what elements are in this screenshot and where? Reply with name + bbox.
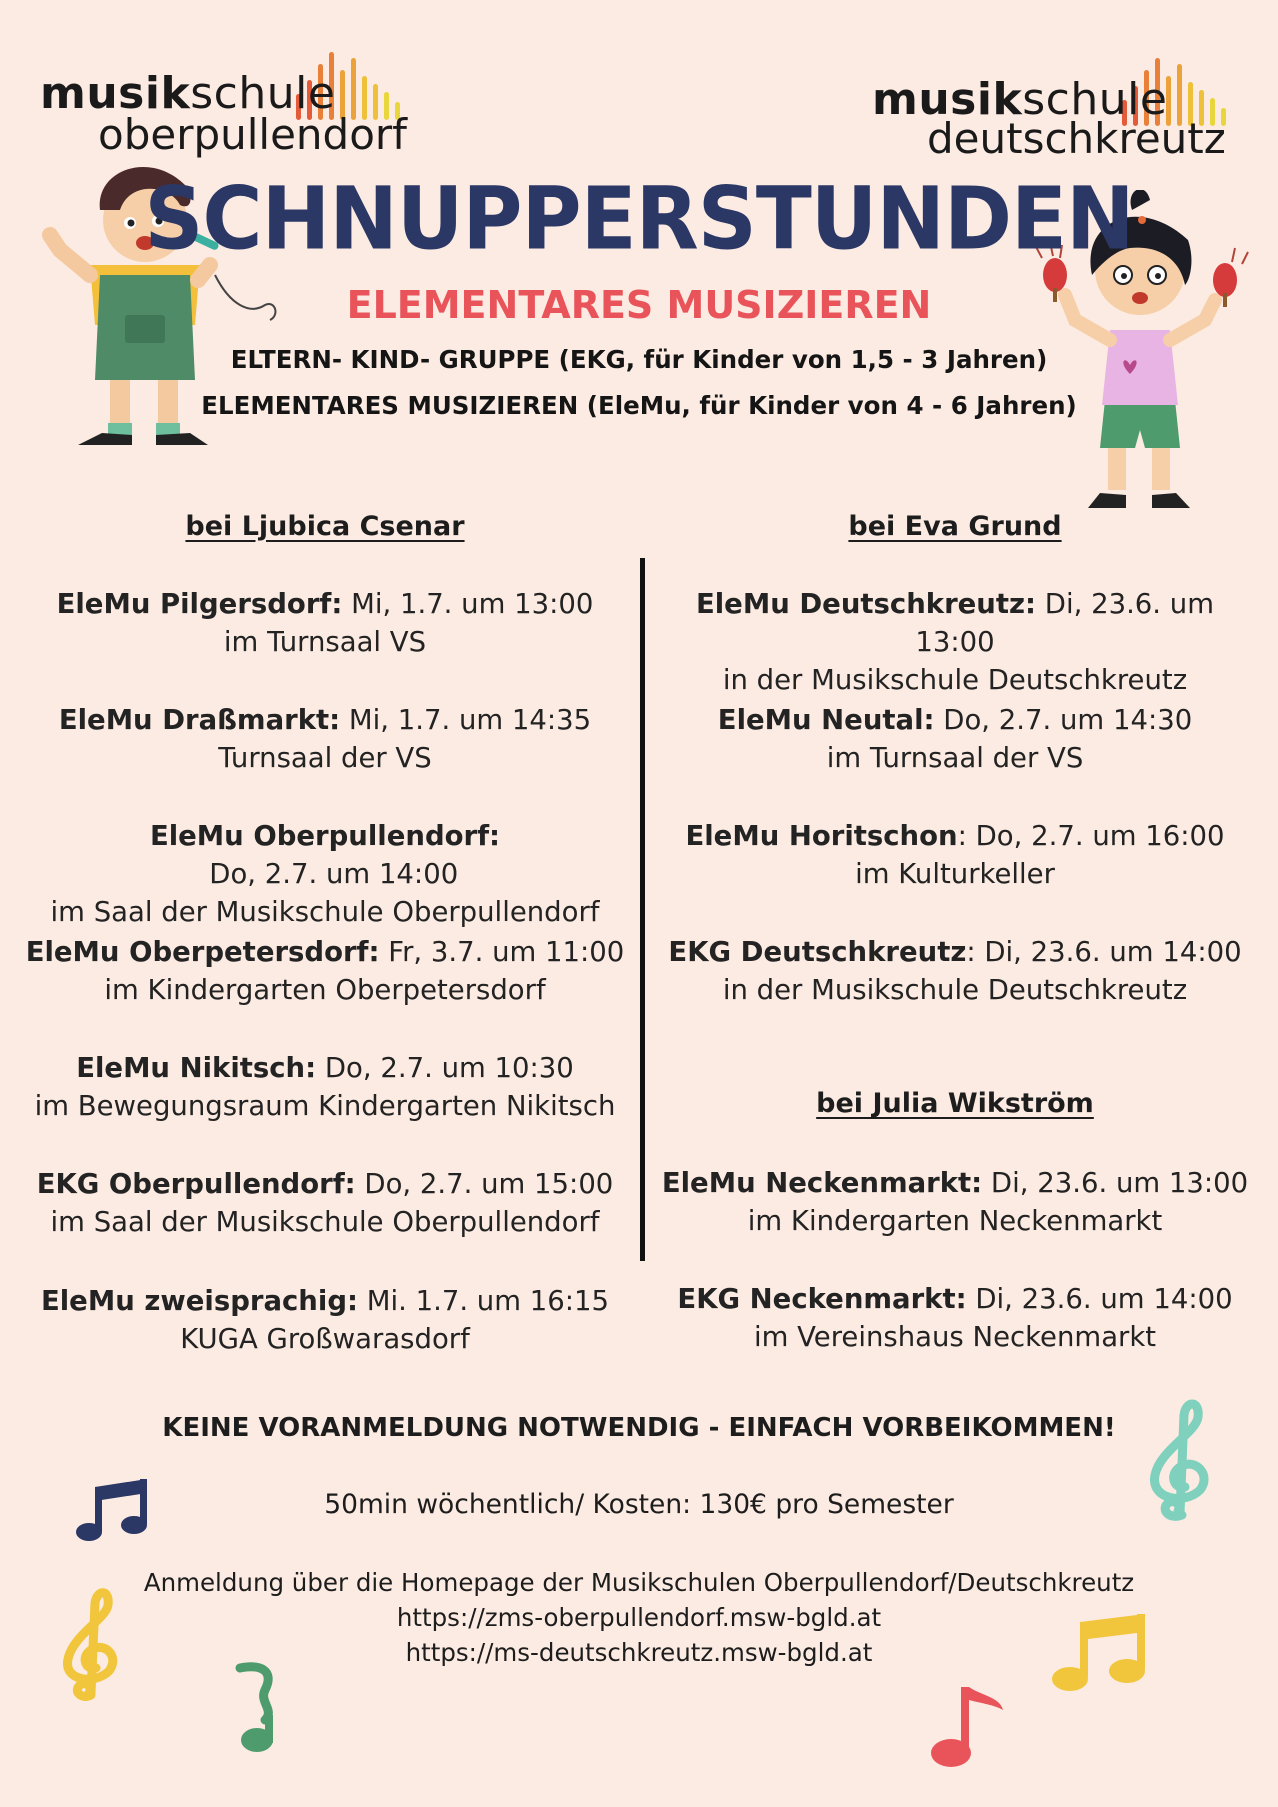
- logo-oberpullendorf: [40, 30, 420, 159]
- right-column: [655, 505, 1255, 1365]
- url-deutschkreutz[interactable]: https://ms-deutschkreutz.msw-bgld.at: [405, 1638, 873, 1667]
- schedule-entry: EKG Neckenmarkt: Di, 23.6. um 14:00 im Vereinshaus Neckenmarkt: [677, 1283, 1233, 1353]
- page-subtitle: ELEMENTARES MUSIZIEREN: [346, 283, 932, 327]
- schedule-entry: EleMu Draßmarkt: Mi, 1.7. um 14:35 Turnsaal der VS: [58, 704, 592, 774]
- treble-clef-icon: [1140, 1395, 1220, 1525]
- left-column: [20, 505, 630, 1365]
- schedule-entry: EKG Deutschkreutz: Di, 23.6. um 14:00 in der Musikschule Deutschkreutz: [668, 936, 1242, 1006]
- logo-line2: deutschkreutz: [927, 114, 1226, 163]
- schedule-entry: EleMu Neutal: Do, 2.7. um 14:30 im Turnsaal der VS: [717, 704, 1193, 774]
- schedule-entry: EleMu Pilgersdorf: Mi, 1.7. um 13:00 im Turnsaal VS: [56, 588, 594, 658]
- registration-text: Anmeldung über die Homepage der Musikschulen Oberpullendorf/Deutschkreutz: [143, 1568, 1135, 1597]
- teacher-heading-julia: bei Julia Wikström: [816, 1088, 1094, 1119]
- schedule-entry: EleMu Nikitsch: Do, 2.7. um 10:30 im Bewegungsraum Kindergarten Nikitsch: [34, 1052, 616, 1122]
- group-line-ekg: ELTERN- KIND- GRUPPE (EKG, für Kinder von 1,5 - 3 Jahren): [230, 345, 1048, 374]
- column-divider: [640, 558, 645, 1261]
- cost-info: 50min wöchentlich/ Kosten: 130€ pro Semester: [324, 1489, 954, 1520]
- teacher-heading-ljubica: bei Ljubica Csenar: [185, 511, 465, 542]
- teacher-heading-eva: bei Eva Grund: [848, 511, 1062, 542]
- logo-line2: oberpullendorf: [98, 110, 407, 159]
- page-title: SCHNUPPERSTUNDEN: [144, 169, 1134, 270]
- logo-deutschkreutz: [872, 36, 1252, 161]
- schedule-entry: EKG Oberpullendorf: Do, 2.7. um 15:00 im Saal der Musikschule Oberpullendorf: [36, 1168, 614, 1238]
- schedule-entry: EleMu Deutschkreutz: Di, 23.6. um 13:00 in der Musikschule Deutschkreutz: [695, 588, 1215, 696]
- logo-line1: musikschule: [872, 74, 1168, 125]
- eighth-note-icon: [925, 1675, 1005, 1775]
- beamed-notes-icon: [75, 1475, 155, 1545]
- schedule-entry: EleMu Oberpetersdorf: Fr, 3.7. um 11:00 im Kindergarten Oberpetersdorf: [25, 936, 625, 1006]
- schedule-entry: EleMu Oberpullendorf: Do, 2.7. um 14:00 im Saal der Musikschule Oberpullendorf: [50, 820, 600, 928]
- eighth-note-icon: [235, 1660, 295, 1760]
- schedule-entry: EleMu zweisprachig: Mi. 1.7. um 16:15 KUGA Großwarasdorf: [40, 1285, 610, 1355]
- schedule-entry: EleMu Horitschon: Do, 2.7. um 16:00 im Kulturkeller: [685, 820, 1225, 890]
- schedule-entry: EleMu Neckenmarkt: Di, 23.6. um 13:00 im Kindergarten Neckenmarkt: [661, 1167, 1249, 1237]
- url-oberpullendorf[interactable]: https://zms-oberpullendorf.msw-bgld.at: [396, 1603, 882, 1632]
- beamed-notes-icon: [1050, 1612, 1150, 1697]
- logo-line1: musikschule: [40, 68, 336, 119]
- group-line-elemu: ELEMENTARES MUSIZIEREN (EleMu, für Kinder von 4 - 6 Jahren): [201, 391, 1077, 420]
- treble-clef-icon: [55, 1585, 130, 1705]
- no-registration-notice: KEINE VORANMELDUNG NOTWENDIG - EINFACH VORBEIKOMMEN!: [162, 1413, 1116, 1443]
